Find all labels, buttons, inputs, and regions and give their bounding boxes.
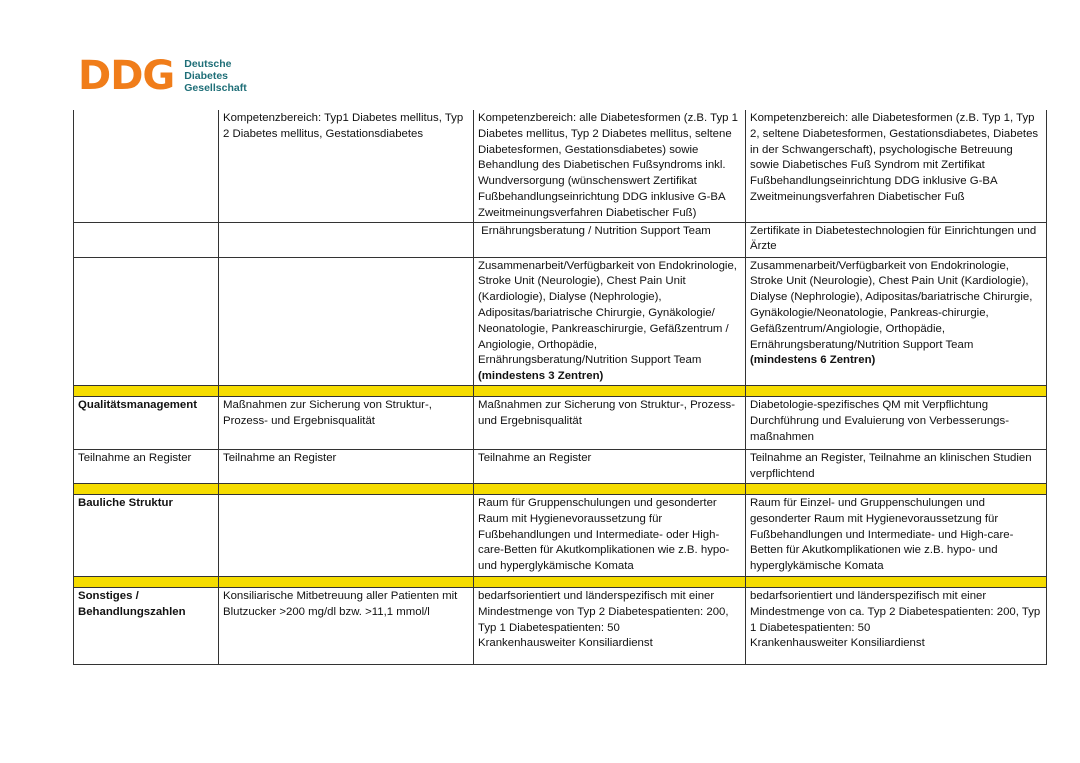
section-divider — [74, 483, 1047, 494]
table-cell: Kompetenzbereich: alle Diabetesformen (z.B. Typ 1, Typ 2, seltene Diabetesformen, Gestationsdiabetes, Diabetes in der Schwangerschaft), psychologische Betreuung sowie Diabetisches Fuß Syndrom mit Zertifikat Fußbehandlungseinrichtung DDG inklusive G-BA Zweitmeinungsverfahren Diabetischer Fuß — [746, 110, 1047, 222]
minimum-centers-note: (mindestens 6 Zentren) — [750, 354, 876, 367]
section-divider — [74, 385, 1047, 396]
table-cell: Maßnahmen zur Sicherung von Struktur-, Prozess- und Ergebnisqualität — [474, 396, 746, 449]
table-cell — [219, 257, 474, 385]
logo-line: Deutsche — [184, 58, 232, 70]
minimum-centers-note: (mindestens 3 Zentren) — [478, 370, 604, 383]
row-label — [74, 222, 219, 257]
table-cell: Maßnahmen zur Sicherung von Struktur-, Prozess- und Ergebnisqualität — [219, 396, 474, 449]
table-row — [74, 110, 1047, 222]
row-label: Sonstiges / Behandlungszahlen — [74, 587, 219, 664]
table-row — [74, 449, 1047, 483]
table-cell: Kompetenzbereich: Typ1 Diabetes mellitus, Typ 2 Diabetes mellitus, Gestationsdiabetes — [219, 110, 474, 222]
cell-text: bedarfsorientiert und länderspezifisch mit einer Mindestmenge von Typ 2 Diabetespatienten: 200, Typ 1 Diabetespatienten: 50 — [478, 589, 729, 634]
row-label — [74, 257, 219, 385]
table-cell: Zertifikate in Diabetestechnologien für Einrichtungen und Ärzte — [746, 222, 1047, 257]
table-cell: Teilnahme an Register — [219, 449, 474, 483]
table-cell: Diabetologie-spezifisches QM mit Verpflichtung Durchführung und Evaluierung von Verbesserungs-maßnahmen — [746, 396, 1047, 449]
table-cell — [746, 587, 1047, 664]
cell-text: bedarfsorientiert und länderspezifisch mit einer Mindestmenge von ca. Typ 2 Diabetespatienten: 200, Typ 1 Diabetespatienten: 50 — [750, 589, 1041, 634]
table-row — [74, 494, 1047, 576]
logo-line: Diabetes — [184, 70, 229, 82]
requirements-table — [73, 110, 1047, 665]
table-cell: Kompetenzbereich: alle Diabetesformen (z.B. Typ 1 Diabetes mellitus, Typ 2 Diabetes mellitus, seltene Diabetesformen, Gestationsdiabetes) sowie Behandlung des Diabetischen Fußsyndroms inkl. Wundversorgung (wünschenswert Zertifikat Fußbehandlungseinrichtung DDG inklusive G-BA Zweitmeinungsverfahren Diabetischer Fuß) — [474, 110, 746, 222]
row-label: Teilnahme an Register — [74, 449, 219, 483]
cell-text: Krankenhausweiter Konsiliardienst — [750, 637, 925, 650]
cell-text: Zusammenarbeit/Verfügbarkeit von Endokrinologie, Stroke Unit (Neurologie), Chest Pain Unit (Kardiologie), Dialyse (Nephrologie), Adipositas/bariatrische Chirurgie, Gynäkologie/Neonatologie, Pankreas-chirurgie, Gefäßzentrum/Angiologie, Orthopädie, Ernährungsberatung/Nutrition Support Team — [750, 259, 1033, 351]
ddg-logo — [78, 53, 247, 99]
table-row — [74, 587, 1047, 664]
table-cell — [474, 257, 746, 385]
table-cell — [219, 494, 474, 576]
table-row — [74, 222, 1047, 257]
table-cell — [474, 587, 746, 664]
row-label: Qualitätsmanagement — [74, 396, 219, 449]
cell-text: Krankenhausweiter Konsiliardienst — [478, 637, 653, 650]
cell-text: Zusammenarbeit/Verfügbarkeit von Endokrinologie, Stroke Unit (Neurologie), Chest Pain Unit (Kardiologie), Dialyse (Nephrologie), Adipositas/bariatrische Chirurgie, Gynäkologie/ Neonatologie, Pankreaschirurgie, Gefäßzentrum / Angiologie, Orthopädie, Ernährungsberatung/Nutrition Support Team — [478, 259, 737, 367]
row-label: Bauliche Struktur — [74, 494, 219, 576]
ddg-logo-mark: DDG — [78, 53, 175, 99]
table-cell: Raum für Gruppenschulungen und gesonderter Raum mit Hygienevoraussetzung für Fußbehandlungen und Intermediate- oder High-care-Betten für Akutkomplikationen wie z.B. hypo- und hyperglykämische Komata — [474, 494, 746, 576]
table-cell: Ernährungsberatung / Nutrition Support Team — [474, 222, 746, 257]
ddg-logo-text — [184, 58, 246, 94]
row-label — [74, 110, 219, 222]
table-cell: Konsiliarische Mitbetreuung aller Patienten mit Blutzucker >200 mg/dl bzw. >11,1 mmol/l — [219, 587, 474, 664]
table-cell: Raum für Einzel- und Gruppenschulungen und gesonderter Raum mit Hygienevoraussetzung für Fußbehandlungen und Intermediate- und High-care-Betten für Akutkomplikationen wie z.B. hypo- und hyperglykämische Komata — [746, 494, 1047, 576]
table-cell — [219, 222, 474, 257]
section-divider — [74, 576, 1047, 587]
table-row — [74, 396, 1047, 449]
table-row — [74, 257, 1047, 385]
table-cell — [746, 257, 1047, 385]
table-cell: Teilnahme an Register — [474, 449, 746, 483]
table-cell: Teilnahme an Register, Teilnahme an klinischen Studien verpflichtend — [746, 449, 1047, 483]
logo-line: Gesellschaft — [184, 82, 247, 94]
